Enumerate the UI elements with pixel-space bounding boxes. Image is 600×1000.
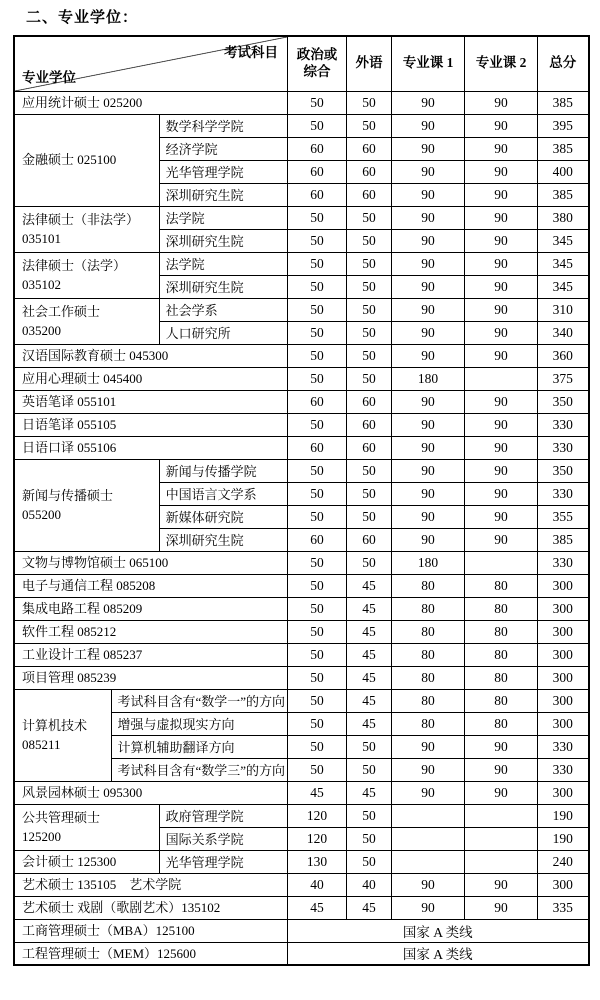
score-cell: 45	[347, 666, 392, 689]
score-cell: 90	[465, 413, 538, 436]
score-cell: 90	[465, 206, 538, 229]
table-row	[14, 896, 589, 919]
table-row	[14, 367, 589, 390]
score-cell: 90	[392, 160, 465, 183]
score-cell: 90	[392, 298, 465, 321]
degree-label-cell: 英语笔译 055101	[14, 390, 288, 413]
score-cell: 345	[538, 252, 589, 275]
score-cell: 50	[347, 298, 392, 321]
score-cell: 90	[465, 505, 538, 528]
score-cell: 90	[392, 413, 465, 436]
score-cell: 45	[347, 712, 392, 735]
score-cell: 40	[347, 873, 392, 896]
score-cell: 90	[392, 183, 465, 206]
score-cell: 90	[465, 137, 538, 160]
score-cell: 90	[465, 91, 538, 114]
score-cell: 60	[288, 436, 347, 459]
score-cell: 90	[392, 137, 465, 160]
score-cell: 300	[538, 712, 589, 735]
score-cell: 190	[538, 804, 589, 827]
score-cell: 50	[288, 298, 347, 321]
score-cell: 90	[465, 528, 538, 551]
score-cell: 300	[538, 689, 589, 712]
national-line-cell: 国家 A 类线	[288, 919, 589, 942]
header-row	[14, 36, 589, 91]
score-cell: 180	[392, 367, 465, 390]
degree-label-cell: 软件工程 085212	[14, 620, 288, 643]
score-cell: 50	[288, 252, 347, 275]
unit-or-direction-cell: 经济学院	[159, 137, 287, 160]
degree-label-cell: 会计硕士 125300	[14, 850, 159, 873]
score-cell: 50	[288, 482, 347, 505]
score-cell: 50	[288, 505, 347, 528]
score-cell: 90	[392, 528, 465, 551]
score-cell: 90	[392, 482, 465, 505]
unit-or-direction-cell: 深圳研究生院	[159, 528, 287, 551]
degree-label-cell: 日语口译 055106	[14, 436, 288, 459]
degree-label-cell: 集成电路工程 085209	[14, 597, 288, 620]
score-cell: 385	[538, 183, 589, 206]
score-cell: 80	[392, 666, 465, 689]
score-cell: 50	[347, 252, 392, 275]
table-row	[14, 873, 589, 896]
score-cell: 80	[392, 620, 465, 643]
score-cell: 50	[288, 206, 347, 229]
score-cell: 50	[288, 666, 347, 689]
score-cell: 50	[347, 850, 392, 873]
degree-label-cell: 计算机技术 085211	[14, 689, 111, 781]
table-row	[14, 390, 589, 413]
score-cell: 50	[347, 344, 392, 367]
score-cell: 90	[392, 114, 465, 137]
score-cell: 335	[538, 896, 589, 919]
score-cell	[465, 367, 538, 390]
score-cell: 330	[538, 551, 589, 574]
score-cell: 90	[465, 321, 538, 344]
score-cell: 90	[465, 781, 538, 804]
score-cell: 45	[347, 781, 392, 804]
score-cell: 90	[465, 896, 538, 919]
score-cell: 345	[538, 275, 589, 298]
score-cell: 50	[288, 367, 347, 390]
table-row	[14, 689, 589, 712]
score-cell: 50	[288, 551, 347, 574]
degree-label-cell: 艺术硕士 135105 艺术学院	[14, 873, 288, 896]
score-cell: 50	[288, 735, 347, 758]
table-row	[14, 597, 589, 620]
score-cell: 45	[288, 896, 347, 919]
table-row	[14, 551, 589, 574]
degree-label-cell: 法律硕士（非法学） 035101	[14, 206, 159, 252]
score-cell: 60	[347, 390, 392, 413]
table-row	[14, 436, 589, 459]
score-cell: 50	[347, 321, 392, 344]
score-cell: 50	[288, 574, 347, 597]
table-row	[14, 574, 589, 597]
score-cell: 385	[538, 91, 589, 114]
score-cell: 340	[538, 321, 589, 344]
table-body	[14, 91, 589, 965]
score-cell: 80	[465, 712, 538, 735]
unit-or-direction-cell: 考试科目含有“数学一”的方向	[111, 689, 288, 712]
score-cell: 90	[392, 321, 465, 344]
score-cell: 375	[538, 367, 589, 390]
header-exam-subjects-label: 考试科目	[224, 45, 279, 60]
degree-label-cell: 金融硕士 025100	[14, 114, 159, 206]
score-cell: 80	[392, 712, 465, 735]
score-cell: 45	[347, 620, 392, 643]
score-cell: 90	[392, 229, 465, 252]
score-cell: 50	[347, 827, 392, 850]
table-row	[14, 942, 589, 965]
score-cell: 60	[288, 528, 347, 551]
score-cell: 90	[465, 390, 538, 413]
score-cell: 50	[347, 482, 392, 505]
unit-or-direction-cell: 数学科学学院	[159, 114, 287, 137]
score-cell: 90	[465, 275, 538, 298]
score-cell: 90	[392, 390, 465, 413]
score-cell: 50	[288, 321, 347, 344]
score-cell: 50	[288, 459, 347, 482]
score-cell: 80	[465, 620, 538, 643]
unit-or-direction-cell: 计算机辅助翻译方向	[111, 735, 288, 758]
table-row	[14, 413, 589, 436]
score-cell: 310	[538, 298, 589, 321]
score-cell: 50	[347, 91, 392, 114]
score-cell: 45	[288, 781, 347, 804]
score-cell: 50	[347, 758, 392, 781]
score-cell: 90	[392, 436, 465, 459]
score-cell: 300	[538, 781, 589, 804]
table-row	[14, 643, 589, 666]
table-row	[14, 91, 589, 114]
degree-label-cell: 项目管理 085239	[14, 666, 288, 689]
header-degree-label: 专业学位	[22, 69, 76, 85]
score-cell: 50	[347, 206, 392, 229]
score-cell: 50	[288, 91, 347, 114]
degree-label-cell: 工业设计工程 085237	[14, 643, 288, 666]
unit-or-direction-cell: 深圳研究生院	[159, 275, 287, 298]
degree-label-cell: 应用统计硕士 025200	[14, 91, 288, 114]
score-cell: 330	[538, 482, 589, 505]
score-cell	[392, 850, 465, 873]
score-cell: 300	[538, 574, 589, 597]
degree-label-cell: 应用心理硕士 045400	[14, 367, 288, 390]
score-cell: 300	[538, 873, 589, 896]
score-cell: 330	[538, 758, 589, 781]
score-cell: 385	[538, 528, 589, 551]
score-cell	[392, 804, 465, 827]
score-cell: 50	[347, 275, 392, 298]
column-header-major-course-1: 专业课 1	[392, 36, 465, 91]
score-cell: 300	[538, 643, 589, 666]
score-cell: 120	[288, 804, 347, 827]
score-cell: 50	[288, 620, 347, 643]
score-cell: 50	[347, 505, 392, 528]
score-cell: 60	[347, 183, 392, 206]
table-row	[14, 919, 589, 942]
score-cell: 130	[288, 850, 347, 873]
unit-or-direction-cell: 增强与虚拟现实方向	[111, 712, 288, 735]
score-cell: 120	[288, 827, 347, 850]
score-cell: 90	[465, 298, 538, 321]
score-cell: 60	[347, 137, 392, 160]
table-row	[14, 781, 589, 804]
score-cell: 60	[347, 160, 392, 183]
degree-label-cell: 工程管理硕士（MEM）125600	[14, 942, 288, 965]
score-cell: 80	[465, 574, 538, 597]
score-cell: 45	[347, 896, 392, 919]
section-title: 二、专业学位：	[26, 10, 139, 26]
score-cell: 45	[347, 643, 392, 666]
score-cell: 90	[465, 436, 538, 459]
score-cell: 90	[392, 781, 465, 804]
score-cell: 355	[538, 505, 589, 528]
score-cell: 350	[538, 390, 589, 413]
score-cell: 50	[288, 597, 347, 620]
table-row	[14, 206, 589, 229]
score-cell: 80	[465, 643, 538, 666]
table-row	[14, 114, 589, 137]
score-cell: 345	[538, 229, 589, 252]
score-cell: 380	[538, 206, 589, 229]
score-cell: 50	[347, 459, 392, 482]
score-table	[13, 35, 590, 966]
score-cell	[465, 551, 538, 574]
unit-or-direction-cell: 新媒体研究院	[159, 505, 287, 528]
score-cell: 50	[288, 229, 347, 252]
score-cell: 385	[538, 137, 589, 160]
degree-label-cell: 汉语国际教育硕士 045300	[14, 344, 288, 367]
score-cell: 90	[392, 505, 465, 528]
score-cell: 40	[288, 873, 347, 896]
score-cell: 90	[465, 114, 538, 137]
score-cell: 80	[392, 643, 465, 666]
degree-label-cell: 艺术硕士 戏剧（歌剧艺术）135102	[14, 896, 288, 919]
score-cell: 50	[288, 275, 347, 298]
score-cell: 350	[538, 459, 589, 482]
score-cell: 60	[288, 183, 347, 206]
unit-or-direction-cell: 社会学系	[159, 298, 287, 321]
unit-or-direction-cell: 深圳研究生院	[159, 183, 287, 206]
score-cell: 60	[347, 413, 392, 436]
score-cell: 50	[347, 229, 392, 252]
degree-label-cell: 法律硕士（法学） 035102	[14, 252, 159, 298]
score-cell: 90	[392, 896, 465, 919]
score-cell: 80	[465, 689, 538, 712]
score-cell: 90	[465, 459, 538, 482]
degree-label-cell: 风景园林硕士 095300	[14, 781, 288, 804]
score-cell: 80	[392, 574, 465, 597]
score-cell: 50	[288, 712, 347, 735]
score-cell: 80	[465, 597, 538, 620]
score-cell: 300	[538, 597, 589, 620]
score-cell: 45	[347, 597, 392, 620]
unit-or-direction-cell: 国际关系学院	[159, 827, 287, 850]
degree-label-cell: 日语笔译 055105	[14, 413, 288, 436]
score-cell	[465, 827, 538, 850]
score-cell: 395	[538, 114, 589, 137]
score-cell: 240	[538, 850, 589, 873]
score-cell: 330	[538, 735, 589, 758]
score-cell: 45	[347, 689, 392, 712]
score-cell: 90	[465, 735, 538, 758]
degree-label-cell: 电子与通信工程 085208	[14, 574, 288, 597]
degree-label-cell: 文物与博物馆硕士 065100	[14, 551, 288, 574]
score-cell	[465, 850, 538, 873]
unit-or-direction-cell: 光华管理学院	[159, 850, 287, 873]
degree-label-cell: 社会工作硕士 035200	[14, 298, 159, 344]
table-row	[14, 804, 589, 827]
score-cell: 45	[347, 574, 392, 597]
score-cell: 330	[538, 436, 589, 459]
score-cell: 90	[392, 206, 465, 229]
score-cell: 90	[465, 482, 538, 505]
score-cell: 300	[538, 620, 589, 643]
score-cell: 60	[347, 436, 392, 459]
score-cell: 300	[538, 666, 589, 689]
score-cell: 50	[288, 758, 347, 781]
unit-or-direction-cell: 法学院	[159, 206, 287, 229]
score-cell: 330	[538, 413, 589, 436]
score-cell	[465, 804, 538, 827]
unit-or-direction-cell: 新闻与传播学院	[159, 459, 287, 482]
score-cell: 50	[347, 735, 392, 758]
score-cell: 400	[538, 160, 589, 183]
unit-or-direction-cell: 政府管理学院	[159, 804, 287, 827]
table-row	[14, 252, 589, 275]
score-cell: 50	[347, 367, 392, 390]
score-cell: 80	[465, 666, 538, 689]
column-header-politics: 政治或 综合	[288, 36, 347, 91]
unit-or-direction-cell: 法学院	[159, 252, 287, 275]
score-cell: 190	[538, 827, 589, 850]
table-row	[14, 344, 589, 367]
score-cell: 50	[288, 643, 347, 666]
table-row	[14, 620, 589, 643]
score-cell: 90	[392, 252, 465, 275]
score-cell: 60	[288, 160, 347, 183]
unit-or-direction-cell: 人口研究所	[159, 321, 287, 344]
score-cell: 60	[347, 528, 392, 551]
score-cell: 360	[538, 344, 589, 367]
score-cell: 90	[465, 344, 538, 367]
score-cell: 90	[465, 183, 538, 206]
score-cell: 90	[392, 735, 465, 758]
score-cell: 90	[465, 160, 538, 183]
table-row	[14, 298, 589, 321]
score-cell: 90	[392, 275, 465, 298]
score-cell: 80	[392, 689, 465, 712]
score-cell: 50	[347, 551, 392, 574]
column-header-total: 总分	[538, 36, 589, 91]
score-cell: 90	[392, 459, 465, 482]
unit-or-direction-cell: 考试科目含有“数学三”的方向	[111, 758, 288, 781]
score-cell: 180	[392, 551, 465, 574]
score-cell: 90	[465, 252, 538, 275]
score-cell: 60	[288, 137, 347, 160]
score-cell: 50	[288, 689, 347, 712]
score-cell: 60	[288, 390, 347, 413]
column-header-major-course-2: 专业课 2	[465, 36, 538, 91]
table-row	[14, 666, 589, 689]
score-cell: 80	[392, 597, 465, 620]
national-line-cell: 国家 A 类线	[288, 942, 589, 965]
table-row	[14, 850, 589, 873]
score-cell: 90	[465, 758, 538, 781]
score-cell: 90	[392, 91, 465, 114]
score-cell	[392, 827, 465, 850]
degree-label-cell: 新闻与传播硕士 055200	[14, 459, 159, 551]
score-cell: 50	[288, 114, 347, 137]
degree-label-cell: 工商管理硕士（MBA）125100	[14, 919, 288, 942]
score-cell: 90	[392, 873, 465, 896]
unit-or-direction-cell: 中国语言文学系	[159, 482, 287, 505]
score-cell: 90	[392, 344, 465, 367]
column-header-foreign-language: 外语	[347, 36, 392, 91]
score-cell: 90	[392, 758, 465, 781]
score-cell: 50	[347, 804, 392, 827]
diagonal-header-cell	[14, 36, 288, 91]
score-cell: 90	[465, 229, 538, 252]
unit-or-direction-cell: 光华管理学院	[159, 160, 287, 183]
table-row	[14, 459, 589, 482]
score-cell: 50	[288, 344, 347, 367]
score-cell: 90	[465, 873, 538, 896]
score-cell: 50	[347, 114, 392, 137]
unit-or-direction-cell: 深圳研究生院	[159, 229, 287, 252]
degree-label-cell: 公共管理硕士 125200	[14, 804, 159, 850]
score-cell: 50	[288, 413, 347, 436]
